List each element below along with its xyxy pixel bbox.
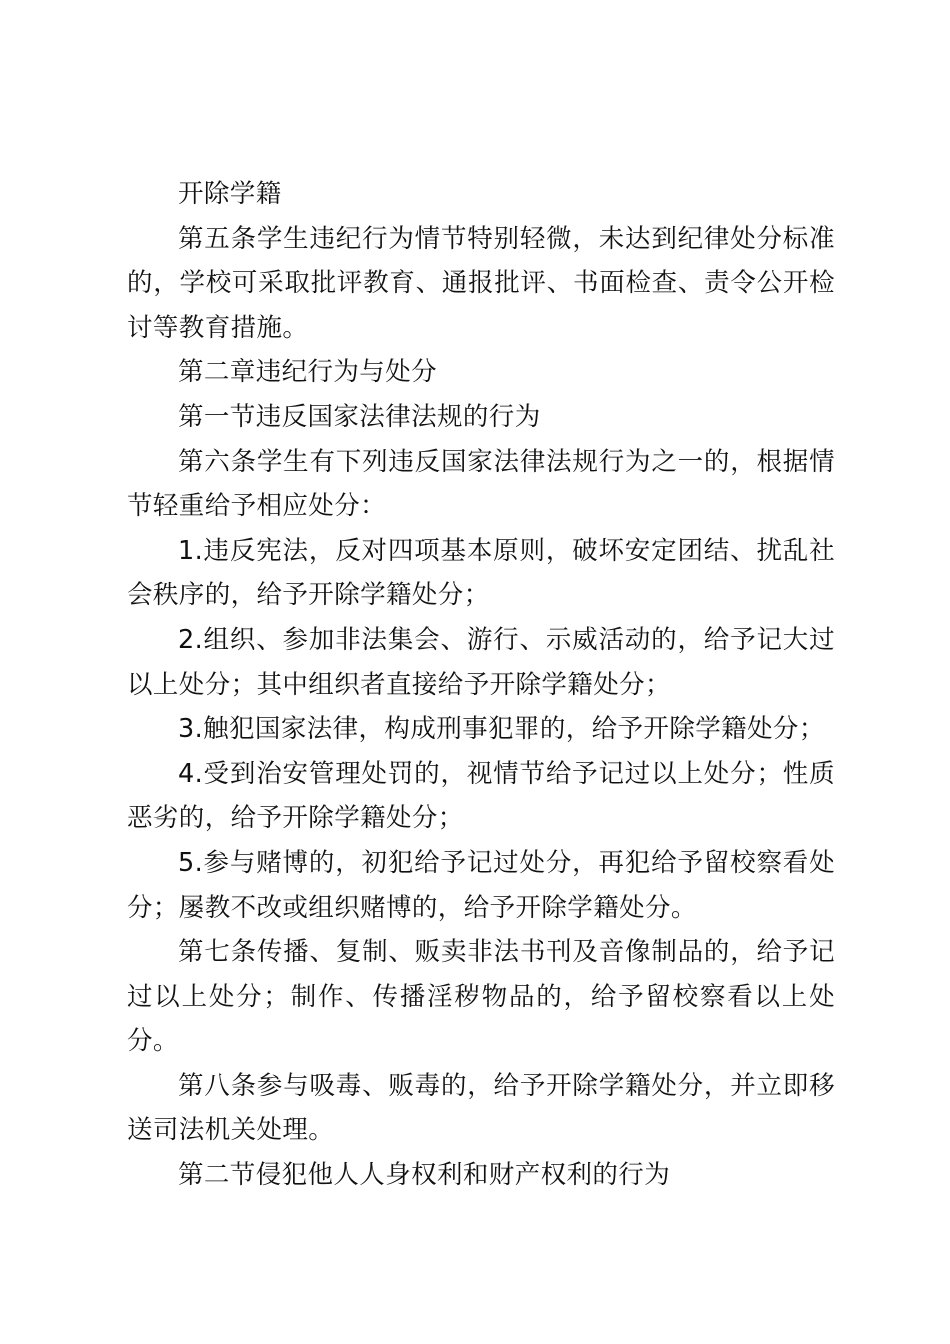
list-item-2: 2.组织、参加非法集会、游行、示威活动的，给予记大过以上处分；其中组织者直接给予开除学籍处分； [127, 624, 835, 700]
section-1-heading: 第一节违反国家法律法规的行为 [178, 401, 541, 432]
list-item-5: 5.参与赌博的，初犯给予记过处分，再犯给予留校察看处分；屡教不改或组织赌博的，给予开除学籍处分。 [127, 847, 835, 923]
list-item-4: 4.受到治安管理处罚的，视情节给予记过以上处分；性质恶劣的，给予开除学籍处分； [127, 758, 835, 834]
paragraph-penalty-expulsion: 开除学籍 [178, 179, 282, 209]
section-2-heading: 第二节侵犯他人人身权利和财产权利的行为 [178, 1160, 671, 1191]
list-item-1: 1.违反宪法，反对四项基本原则，破坏安定团结、扰乱社会秩序的，给予开除学籍处分； [127, 535, 835, 611]
paragraph-article-7: 第七条传播、复制、贩卖非法书刊及音像制品的，给予记过以上处分；制作、传播淫秽物品的，给予留校察看以上处分。 [127, 937, 835, 1057]
list-item-3: 3.触犯国家法律，构成刑事犯罪的，给予开除学籍处分； [178, 714, 825, 745]
paragraph-article-6: 第六条学生有下列违反国家法律法规行为之一的，根据情节轻重给予相应处分： [127, 446, 835, 522]
chapter-2-heading: 第二章违纪行为与处分 [178, 357, 438, 388]
paragraph-article-5: 第五条学生违纪行为情节特别轻微，未达到纪律处分标准的，学校可采取批评教育、通报批评、书面检查、责令公开检讨等教育措施。 [127, 223, 835, 343]
paragraph-article-8: 第八条参与吸毒、贩毒的，给予开除学籍处分，并立即移送司法机关处理。 [127, 1070, 835, 1146]
document-body [127, 172, 835, 1198]
